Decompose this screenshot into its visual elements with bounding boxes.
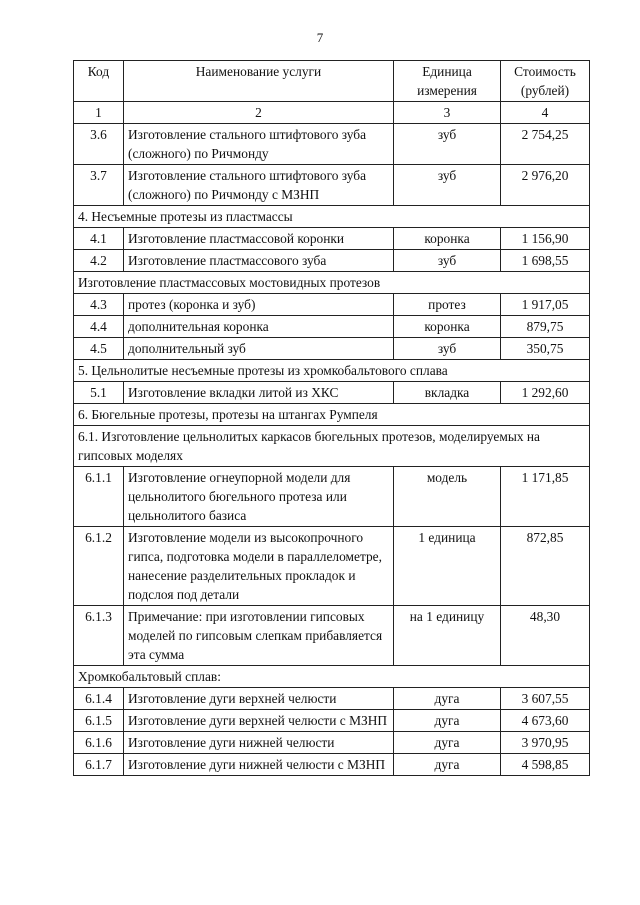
header-code: Код (74, 61, 124, 102)
row-unit: зуб (394, 165, 501, 206)
row-code: 4.4 (74, 316, 124, 338)
table-body (74, 124, 590, 776)
row-name: дополнительная коронка (124, 316, 394, 338)
row-cost: 1 171,85 (501, 467, 590, 527)
row-cost: 48,30 (501, 606, 590, 666)
row-cost: 4 598,85 (501, 754, 590, 776)
table-row (74, 316, 590, 338)
row-code: 6.1.5 (74, 710, 124, 732)
row-code: 3.6 (74, 124, 124, 165)
row-code: 6.1.7 (74, 754, 124, 776)
row-name: Изготовление стального штифтового зуба (сложного) по Ричмонду (124, 124, 394, 165)
row-code: 4.1 (74, 228, 124, 250)
row-cost: 1 917,05 (501, 294, 590, 316)
row-cost: 4 673,60 (501, 710, 590, 732)
row-name: Примечание: при изготовлении гипсовых моделей по гипсовым слепкам прибавляется эта сумма (124, 606, 394, 666)
row-name: Изготовление дуги нижней челюсти с МЗНП (124, 754, 394, 776)
row-unit: дуга (394, 732, 501, 754)
table-row (74, 606, 590, 666)
row-code: 6.1.6 (74, 732, 124, 754)
row-unit: зуб (394, 250, 501, 272)
section-row (74, 426, 590, 467)
row-code: 4.2 (74, 250, 124, 272)
row-name: Изготовление пластмассовой коронки (124, 228, 394, 250)
header-unit: Единица измерения (394, 61, 501, 102)
row-cost: 1 698,55 (501, 250, 590, 272)
row-cost: 872,85 (501, 527, 590, 606)
column-number: 4 (501, 102, 590, 124)
row-cost: 3 970,95 (501, 732, 590, 754)
row-code: 4.5 (74, 338, 124, 360)
table-row (74, 467, 590, 527)
row-unit: протез (394, 294, 501, 316)
row-name: дополнительный зуб (124, 338, 394, 360)
row-unit: коронка (394, 228, 501, 250)
section-title: 5. Цельнолитые несъемные протезы из хромкобальтового сплава (74, 360, 590, 382)
row-code: 5.1 (74, 382, 124, 404)
row-cost: 879,75 (501, 316, 590, 338)
table-row (74, 754, 590, 776)
section-row (74, 272, 590, 294)
row-name: Изготовление дуги верхней челюсти (124, 688, 394, 710)
table-row (74, 732, 590, 754)
table-row (74, 250, 590, 272)
section-title: 6. Бюгельные протезы, протезы на штангах Румпеля (74, 404, 590, 426)
section-title: Изготовление пластмассовых мостовидных протезов (74, 272, 590, 294)
row-code: 6.1.1 (74, 467, 124, 527)
section-row (74, 360, 590, 382)
table-row (74, 165, 590, 206)
column-number: 2 (124, 102, 394, 124)
section-title: 6.1. Изготовление цельнолитых каркасов бюгельных протезов, моделируемых на гипсовых моделях (74, 426, 590, 467)
row-cost: 350,75 (501, 338, 590, 360)
row-cost: 2 976,20 (501, 165, 590, 206)
row-unit: дуга (394, 710, 501, 732)
table-row (74, 124, 590, 165)
row-name: Изготовление дуги верхней челюсти с МЗНП (124, 710, 394, 732)
header-name: Наименование услуги (124, 61, 394, 102)
section-row (74, 404, 590, 426)
row-unit: зуб (394, 338, 501, 360)
section-title: Хромкобальтовый сплав: (74, 666, 590, 688)
table-row (74, 710, 590, 732)
row-cost: 3 607,55 (501, 688, 590, 710)
table-row (74, 382, 590, 404)
row-code: 6.1.4 (74, 688, 124, 710)
row-name: Изготовление дуги нижней челюсти (124, 732, 394, 754)
header-cost: Стоимость (рублей) (501, 61, 590, 102)
row-code: 4.3 (74, 294, 124, 316)
column-numbers-row (74, 102, 590, 124)
page-number: 7 (316, 30, 324, 45)
row-code: 3.7 (74, 165, 124, 206)
table-row (74, 294, 590, 316)
row-name: Изготовление вкладки литой из ХКС (124, 382, 394, 404)
section-row (74, 206, 590, 228)
row-unit: на 1 единицу (394, 606, 501, 666)
table-row (74, 527, 590, 606)
row-unit: дуга (394, 688, 501, 710)
row-name: протез (коронка и зуб) (124, 294, 394, 316)
row-unit: дуга (394, 754, 501, 776)
row-code: 6.1.2 (74, 527, 124, 606)
row-cost: 1 292,60 (501, 382, 590, 404)
section-title: 4. Несъемные протезы из пластмассы (74, 206, 590, 228)
row-unit: коронка (394, 316, 501, 338)
row-name: Изготовление огнеупорной модели для цельнолитого бюгельного протеза или цельнолитого базиса (124, 467, 394, 527)
row-cost: 2 754,25 (501, 124, 590, 165)
row-name: Изготовление стального штифтового зуба (сложного) по Ричмонду с МЗНП (124, 165, 394, 206)
table-header-row (74, 61, 590, 102)
price-table (73, 60, 590, 776)
table-row (74, 688, 590, 710)
table-row (74, 228, 590, 250)
column-number: 3 (394, 102, 501, 124)
row-unit: 1 единица (394, 527, 501, 606)
row-unit: вкладка (394, 382, 501, 404)
row-cost: 1 156,90 (501, 228, 590, 250)
column-number: 1 (74, 102, 124, 124)
row-code: 6.1.3 (74, 606, 124, 666)
row-name: Изготовление модели из высокопрочного гипса, подготовка модели в параллелометре, нанесение разделительных прокладок и подслоя под детали (124, 527, 394, 606)
table-row (74, 338, 590, 360)
row-unit: зуб (394, 124, 501, 165)
row-name: Изготовление пластмассового зуба (124, 250, 394, 272)
row-unit: модель (394, 467, 501, 527)
section-row (74, 666, 590, 688)
